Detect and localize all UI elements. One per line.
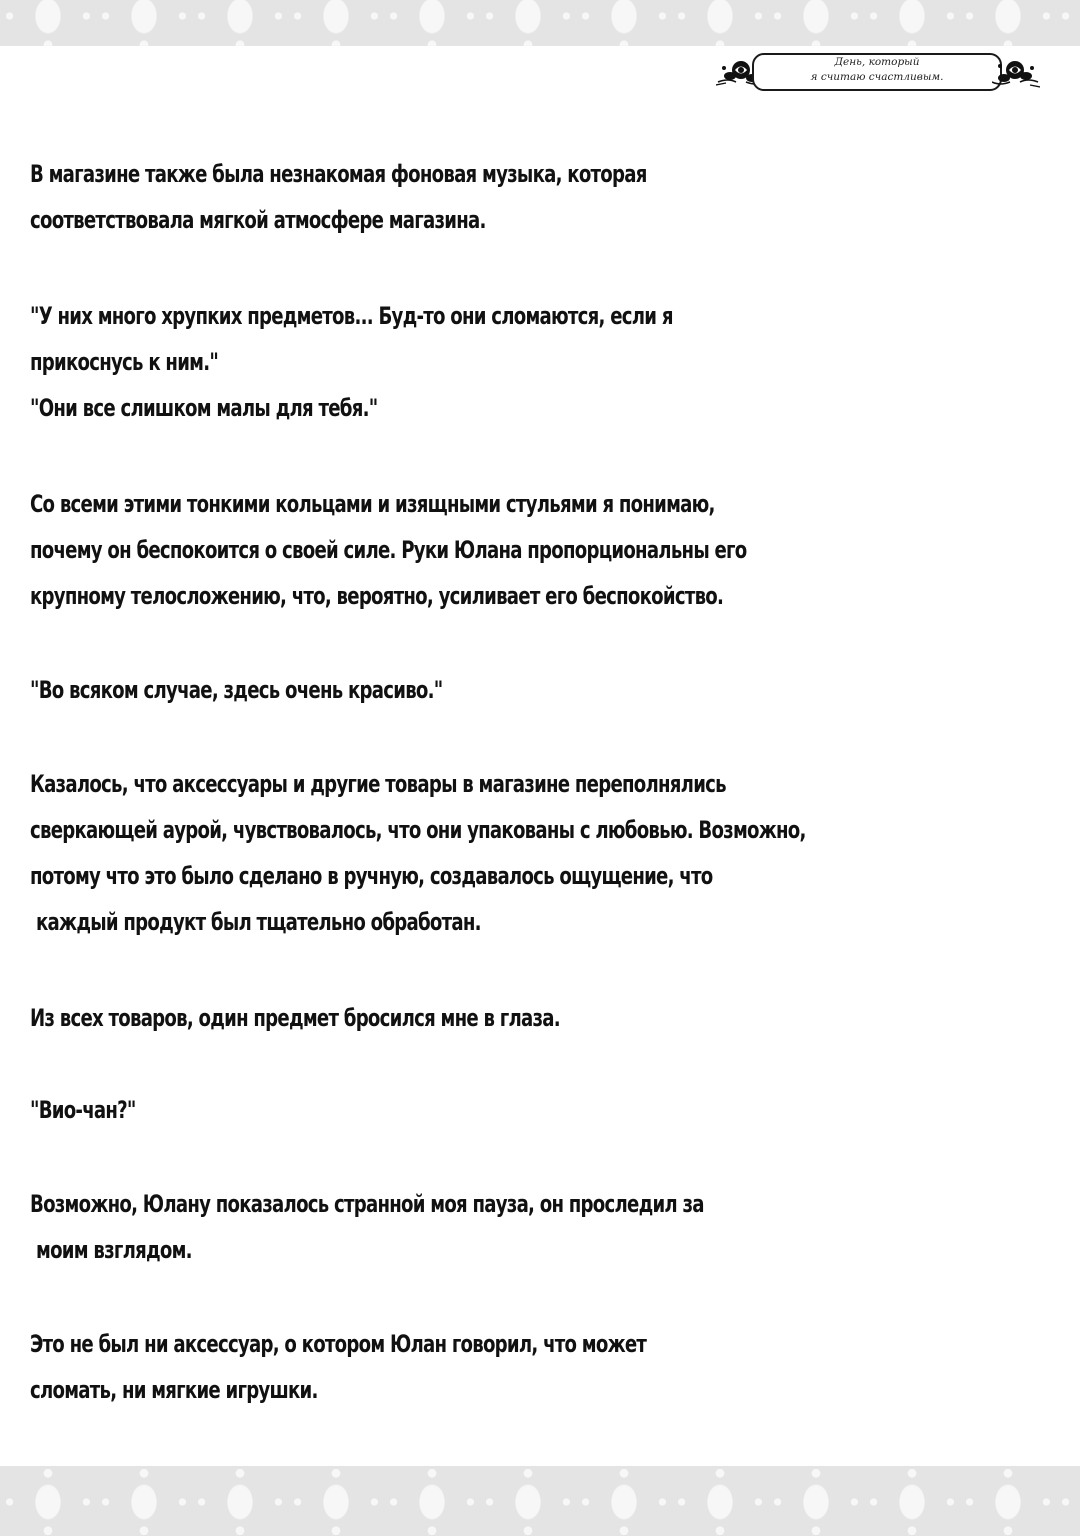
text-line: "Вио-чан?": [30, 1096, 136, 1124]
chapter-title-line: День, который: [834, 56, 920, 68]
text-line: Со всеми этими тонкими кольцами и изящными стульями я понимаю,: [30, 490, 715, 518]
text-line: Это не был ни аксессуар, о котором Юлан говорил, что может: [30, 1330, 647, 1358]
text-line: Из всех товаров, один предмет бросился мне в глаза.: [30, 1004, 560, 1032]
text-line: сверкающей аурой, чувствовалось, что они упакованы с любовью. Возможно,: [30, 816, 806, 844]
bottom-damask-border: [0, 1466, 1080, 1536]
text-line: прикоснусь к ним.": [30, 348, 219, 376]
text-line: каждый продукт был тщательно обработан.: [36, 908, 481, 936]
text-line: почему он беспокоится о своей силе. Руки Юлана пропорциональны его: [30, 536, 747, 564]
chapter-title-line: я считаю счастливым.: [810, 71, 944, 83]
text-line: Казалось, что аксессуары и другие товары в магазине переполнялись: [30, 770, 726, 798]
text-line: крупному телосложению, что, вероятно, усиливает его беспокойство.: [30, 582, 724, 610]
text-line: потому что это было сделано в ручную, создавалось ощущение, что: [30, 862, 713, 890]
text-line: "Во всяком случае, здесь очень красиво.": [30, 676, 443, 704]
text-line: "Они все слишком малы для тебя.": [30, 394, 378, 422]
text-line: соответствовала мягкой атмосфере магазина.: [30, 206, 486, 234]
text-line: моим взглядом.: [36, 1236, 192, 1264]
text-line: "У них много хрупких предметов... Буд-то они сломаются, если я: [30, 302, 673, 330]
text-line: Возможно, Юлану показалось странной моя пауза, он проследил за: [30, 1190, 704, 1218]
text-line: В магазине также была незнакомая фоновая музыка, которая: [30, 160, 647, 188]
text-line: сломать, ни мягкие игрушки.: [30, 1376, 318, 1404]
